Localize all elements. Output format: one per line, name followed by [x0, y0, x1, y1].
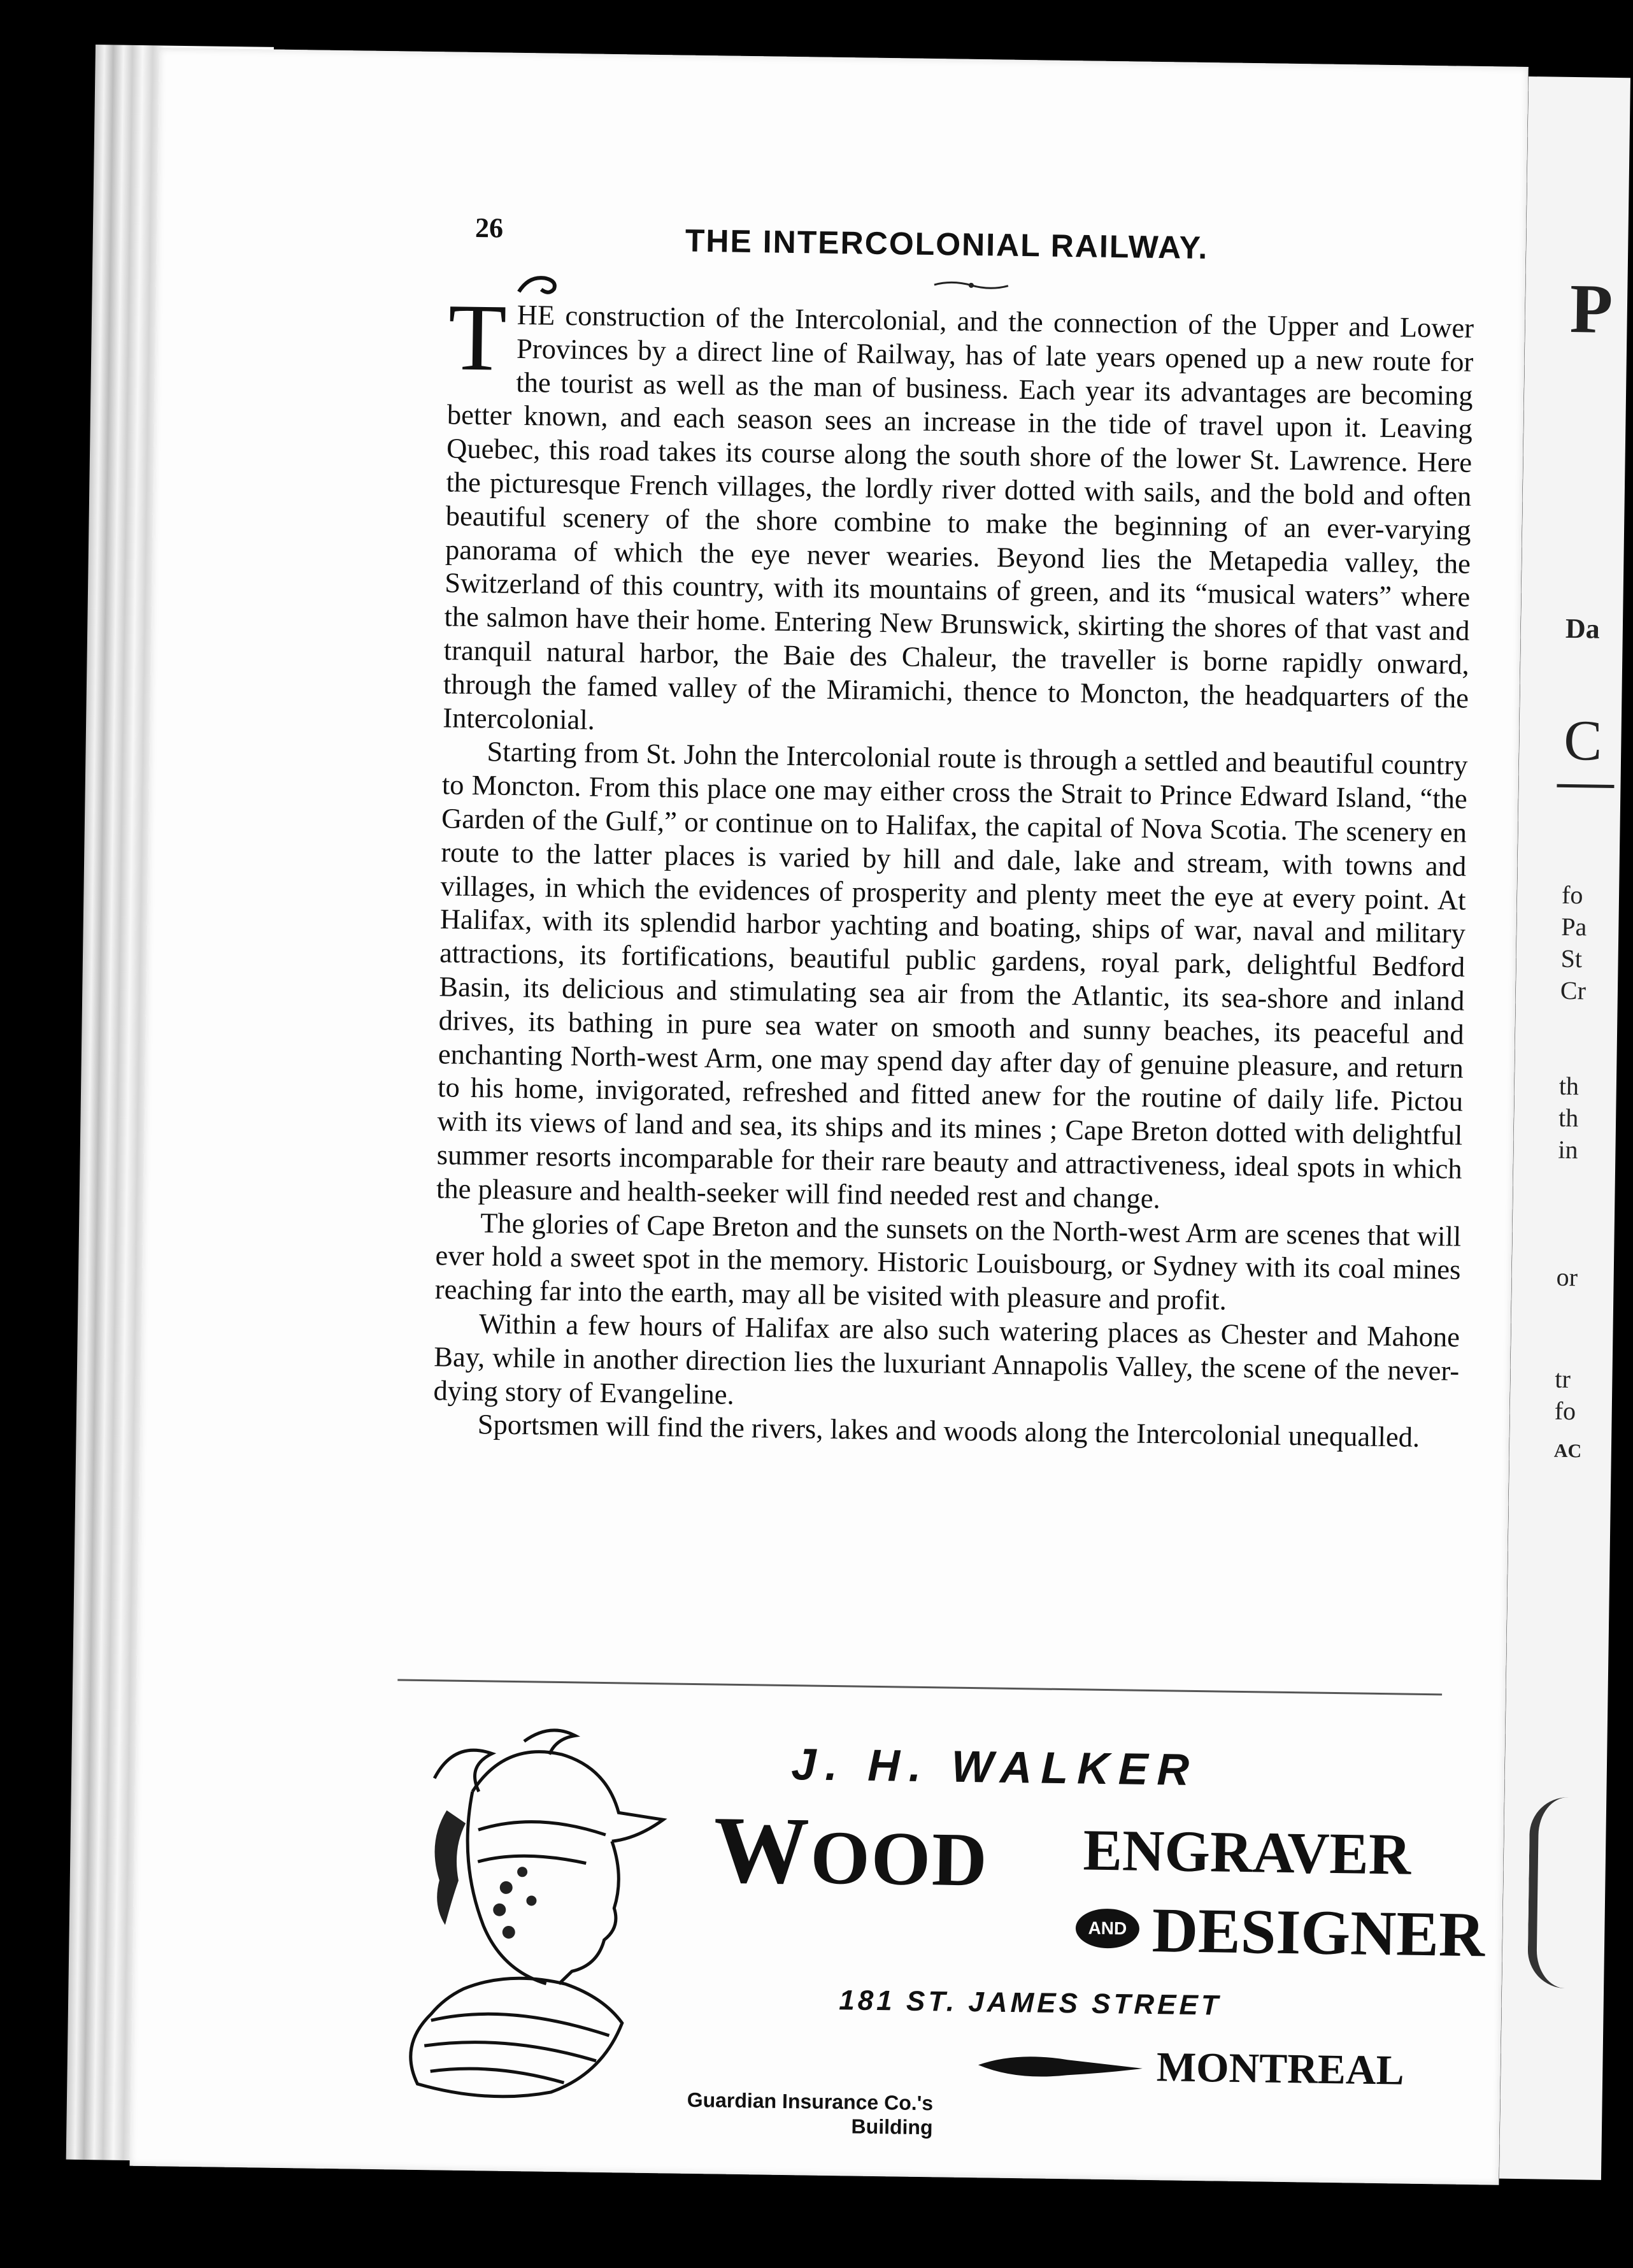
facing-page-fragment: or: [1556, 1262, 1578, 1292]
ad-building: [665, 2087, 933, 2139]
article-body: [433, 284, 1474, 1454]
running-title: THE INTERCOLONIAL RAILWAY.: [685, 222, 1209, 266]
article-paragraph: Sportsmen will find the rivers, lakes and woods along the Intercolonial unequalled.: [477, 1408, 1420, 1454]
facing-page-fragment: C: [1563, 708, 1603, 773]
facing-page-fragment: Cr: [1560, 975, 1587, 1005]
facing-page-fragment: tr: [1555, 1364, 1571, 1394]
facing-page-fragment: fo: [1561, 880, 1583, 910]
facing-page-fragment: Da: [1565, 612, 1601, 645]
ad-address: 181 ST. JAMES STREET: [838, 1984, 1222, 2021]
facing-page-fragment: P: [1569, 269, 1613, 348]
facing-page-fragment: St: [1560, 944, 1583, 973]
advertisement: [391, 1688, 1485, 2174]
ornament-icon: [933, 278, 1009, 292]
facing-page-ornament: [1527, 1797, 1609, 1989]
facing-page-fragment: th: [1558, 1103, 1579, 1133]
ad-building-line: Building: [851, 2114, 933, 2139]
article-paragraph: The glories of Cape Breton and the sunsets on the North-west Arm are scenes that will ever hold a sweet spot in the memory. Historic Louisbourg, or Sydney with its coal mines reaching far into the earth, may all be visited with pleasure and profit.: [434, 1206, 1462, 1316]
facing-page-fragment: in: [1558, 1135, 1578, 1165]
drop-cap: T: [447, 284, 508, 391]
pointing-arrow-icon: [978, 2046, 1144, 2086]
facing-page-fragment: fo: [1554, 1396, 1576, 1426]
ad-initial: W: [713, 1797, 811, 1904]
ad-and-badge: AND: [1075, 1908, 1139, 1948]
article-paragraph: Within a few hours of Halifax are also such watering places as Chester and Mahone Bay, while in another direction lies the luxuriant Annapolis Valley, the scene of the never-dying story of Evangeline.: [433, 1307, 1460, 1410]
drop-cap-swash-icon: [516, 273, 561, 299]
advertiser-name: J. H. WALKER: [790, 1739, 1199, 1795]
ad-trade-engraver: ENGRAVER: [1082, 1817, 1411, 1887]
ad-word: OOD: [809, 1814, 989, 1902]
page-number: 26: [474, 212, 504, 244]
facing-page-fragment: AC: [1553, 1440, 1582, 1462]
facing-page-rule: [1557, 784, 1614, 788]
article-paragraph: Starting from St. John the Intercolonial route is through a settled and beautiful country to Moncton. From this place one may either cross the Strait to Prince Edward Island, “the Garden of the Gulf,” or continue on to Halifax, the capital of Nova Scotia. The scenery en route to the latter places is varied by hill and dale, lake and stream, with towns and villages, in which the evidences of prosperity and plenty meet the eye at every point. At Halifax, with its splendid harbor yachting and boating, ships of war, naval and military attractions, its fortifications, beautiful public gardens, royal park, delightful Bedford Basin, its delicious and stimulating sea air from the Atlantic, its sea-shore and inland drives, its bathing in pure sea water on smooth and sunny beaches, its peaceful and enchanting North-west Arm, one may spend day after day of genuine pleasure, and return to his home, invigorated, refreshed and fitted anew for the routine of daily life. Pictou with its views of land and sea, its ships and its mines ; Cape Breton dotted with delightful summer resorts incomparable for their rare beauty and attractiveness, ideal spots in which the pleasure and health-seeker will find needed rest and change.: [436, 735, 1468, 1214]
ad-city: MONTREAL: [1156, 2044, 1405, 2094]
book-page: [130, 48, 1529, 2185]
facing-page-fragment: th: [1558, 1071, 1580, 1101]
ad-trade-designer: DESIGNER: [1152, 1895, 1485, 1970]
article-paragraph: [443, 284, 1474, 749]
facing-page-fragment: Pa: [1561, 912, 1587, 942]
helmeted-head-engraving-icon: [392, 1714, 690, 2113]
ad-trade-line1: [713, 1795, 989, 1908]
paragraph-text: HE construction of the Intercolonial, and the connection of the Upper and Lower Provinces by a direct line of Railway, has of late years opened up a new route for the tourist as well as the man of business. Each year its advantages are becoming better known, and each season sees an increase in the tide of travel upon it. Leaving Quebec, this road takes its course along the south shore of the lower St. Lawrence. Here the picturesque French villages, the lordly river dotted with sails, and the bold and often beautiful scenery of the shore combine to make the beginning of an ever-varying panorama of which the eye never wearies. Beyond lies the Metapedia valley, the Switzerland of this country, with its mountains of green, and its “musical waters” where the salmon have their home. Entering New Brunswick, skirting the shores of that vast and tranquil natural harbor, the Baie des Chaleur, the traveller is borne rapidly onward, through the famed valley of the Miramichi, thence to Moncton, the headquarters of the Intercolonial.: [443, 298, 1474, 736]
ad-building-line: Guardian Insurance Co.'s: [687, 2088, 934, 2115]
